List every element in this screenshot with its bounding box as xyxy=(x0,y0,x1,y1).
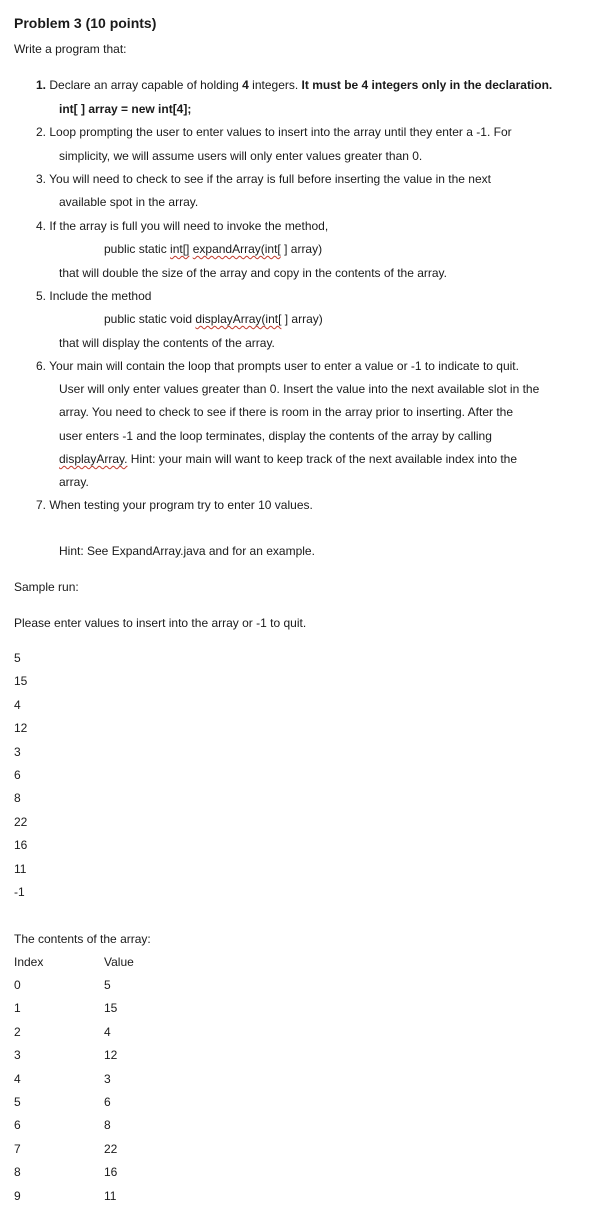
sig-part: expandArray(int[ xyxy=(192,242,281,256)
item-text: integers. xyxy=(248,78,302,92)
sig-part: displayArray(int[ xyxy=(195,312,282,326)
item-text-bold-number: 4 xyxy=(242,78,249,92)
input-value: 3 xyxy=(14,744,21,759)
sample-run-label: Sample run: xyxy=(14,580,79,594)
input-value: 8 xyxy=(14,791,21,806)
table-cell-value: 6 xyxy=(104,1095,111,1109)
item-text: You will need to check to see if the array is full before inserting the value in the next xyxy=(49,172,491,186)
item-text: Declare an array capable of holding xyxy=(49,78,243,92)
item-6-line-4: user enters -1 and the loop terminates, display the contents of the array by calling xyxy=(59,429,492,443)
item-number: 7. xyxy=(36,498,47,512)
list-item-7 xyxy=(36,497,313,513)
table-cell-value: 8 xyxy=(104,1118,111,1133)
list-item-1 xyxy=(36,77,552,93)
prompt-text: Please enter values to insert into the array or -1 to quit. xyxy=(14,616,307,630)
code-declaration: int[ ] array = new int[4]; xyxy=(59,102,192,116)
table-cell-index: 0 xyxy=(14,978,21,992)
item-number: 4. xyxy=(36,219,47,233)
input-value: 5 xyxy=(14,651,21,665)
list-item-6 xyxy=(36,358,519,374)
input-value: 6 xyxy=(14,768,21,782)
item-2-line-2: simplicity, we will assume users will only enter values greater than 0. xyxy=(59,149,423,163)
table-cell-index: 8 xyxy=(14,1165,21,1180)
item-text: Loop prompting the user to enter values to insert into the array until they enter a -1. For xyxy=(49,125,512,139)
table-cell-value: 5 xyxy=(104,978,111,992)
table-cell-index: 5 xyxy=(14,1095,21,1109)
item-6-line-6: array. xyxy=(59,475,89,489)
item-number: 3. xyxy=(36,172,47,186)
input-value: 22 xyxy=(14,814,28,829)
table-cell-value: 15 xyxy=(104,1001,118,1016)
intro-text: Write a program that: xyxy=(14,42,127,56)
table-cell-value: 22 xyxy=(104,1141,118,1156)
item-text-bold: It must be 4 integers only in the declaration. xyxy=(301,78,553,92)
sig-part: int[] xyxy=(170,242,190,256)
sig-part: ] array) xyxy=(280,242,323,256)
display-array-ref: displayArray. xyxy=(59,452,128,466)
item-6-line-3: array. You need to check to see if there is room in the array prior to inserting. After the xyxy=(59,405,514,419)
item-number: 5. xyxy=(36,289,47,303)
method-signature-display xyxy=(104,311,323,327)
sig-part: ] array) xyxy=(281,312,323,326)
table-cell-index: 4 xyxy=(14,1071,21,1086)
table-cell-value: 16 xyxy=(104,1165,118,1180)
list-item-4 xyxy=(36,218,328,234)
item-number: 1. xyxy=(36,78,47,92)
input-value: -1 xyxy=(14,885,25,899)
sig-part: public static void xyxy=(104,312,196,326)
contents-label: The contents of the array: xyxy=(14,932,151,946)
list-item-5 xyxy=(36,288,151,304)
table-cell-index: 6 xyxy=(14,1118,21,1133)
item-text: Include the method xyxy=(49,289,152,303)
table-cell-index: 7 xyxy=(14,1141,21,1156)
table-cell-index: 2 xyxy=(14,1024,21,1039)
method-signature-expand xyxy=(104,241,322,257)
list-item-2 xyxy=(36,124,512,140)
input-value: 4 xyxy=(14,697,21,712)
table-cell-index: 1 xyxy=(14,1001,21,1016)
table-cell-value: 12 xyxy=(104,1048,118,1063)
list-item-3 xyxy=(36,171,491,187)
input-value: 16 xyxy=(14,838,28,853)
problem-title: Problem 3 (10 points) xyxy=(14,15,157,31)
table-header-value: Value xyxy=(104,955,134,969)
input-value: 11 xyxy=(14,861,27,876)
item-6-line-2: User will only enter values greater than 0. Insert the value into the next available slot in the xyxy=(59,382,540,396)
input-value: 12 xyxy=(14,721,28,736)
item-text: When testing your program try to enter 10 values. xyxy=(49,498,313,512)
table-cell-index: 9 xyxy=(14,1188,21,1203)
item-text: If the array is full you will need to invoke the method, xyxy=(49,219,329,233)
item-number: 6. xyxy=(36,359,47,373)
item-text: Your main will contain the loop that prompts user to enter a value or -1 to indicate to quit. xyxy=(49,359,519,373)
table-cell-value: 3 xyxy=(104,1071,111,1086)
table-cell-value: 11 xyxy=(104,1188,117,1203)
item-number: 2. xyxy=(36,125,47,139)
table-cell-index: 3 xyxy=(14,1048,21,1063)
item-5-line-3: that will display the contents of the array. xyxy=(59,336,275,350)
item-4-line-3: that will double the size of the array and copy in the contents of the array. xyxy=(59,266,448,280)
hint-text: Hint: See ExpandArray.java and for an example. xyxy=(59,544,315,558)
table-cell-value: 4 xyxy=(104,1024,111,1039)
item-6-line-5 xyxy=(59,451,517,467)
table-header-index: Index xyxy=(14,955,44,969)
item-text: Hint: your main will want to keep track of the next available index into the xyxy=(127,452,518,466)
input-value: 15 xyxy=(14,674,28,689)
sig-part: public static xyxy=(104,242,171,256)
item-3-line-2: available spot in the array. xyxy=(59,195,199,209)
